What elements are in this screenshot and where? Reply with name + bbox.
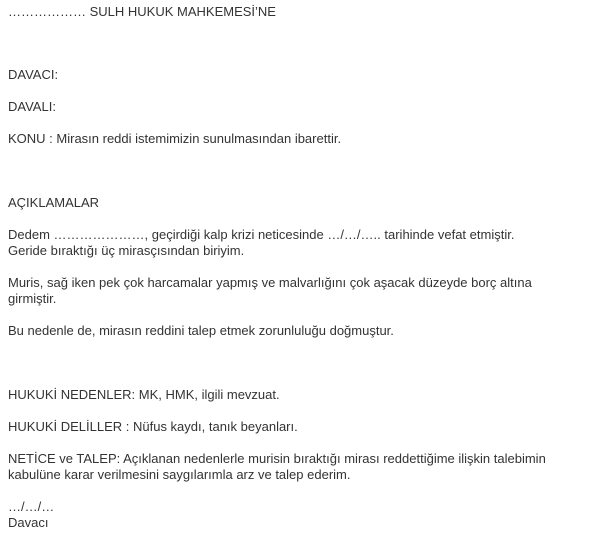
subject-line: KONU : Mirasın reddi istemimizin sunulmasından ibarettir. [8,131,342,146]
conclusion-line-2: kabulüne karar verilmesini saygılarımla arz ve talep ederim. [8,467,351,482]
signature-label: Davacı [8,515,49,530]
paragraph-1-line-1: Dedem …………………, geçirdiği kalp krizi neticesinde …/…/….. tarihinde vefat etmiştir. [8,227,515,242]
conclusion-line-1: NETİCE ve TALEP: Açıklanan nedenlerle murisin bıraktığı mirası reddettiğime ilişkin talebimin [8,451,546,466]
defendant-label: DAVALI: [8,99,56,114]
legal-evidence: HUKUKİ DELİLLER : Nüfus kaydı, tanık beyanları. [8,419,298,434]
legal-grounds: HUKUKİ NEDENLER: MK, HMK, ilgili mevzuat. [8,387,280,402]
paragraph-3: Bu nedenle de, mirasın reddini talep etmek zorunluluğu doğmuştur. [8,323,394,338]
paragraph-1-line-2: Geride bıraktığı üç mirasçısından biriyim. [8,243,245,258]
plaintiff-label: DAVACI: [8,67,59,82]
paragraph-2-line-1: Muris, sağ iken pek çok harcamalar yapmış ve malvarlığını çok aşacak düzeyde borç altına [8,275,532,290]
date-placeholder: …/…/… [8,499,55,514]
explanations-heading: AÇIKLAMALAR [8,195,100,210]
paragraph-2-line-2: girmiştir. [8,291,57,306]
court-heading: ……………… SULH HUKUK MAHKEMESİ’NE [8,4,276,19]
